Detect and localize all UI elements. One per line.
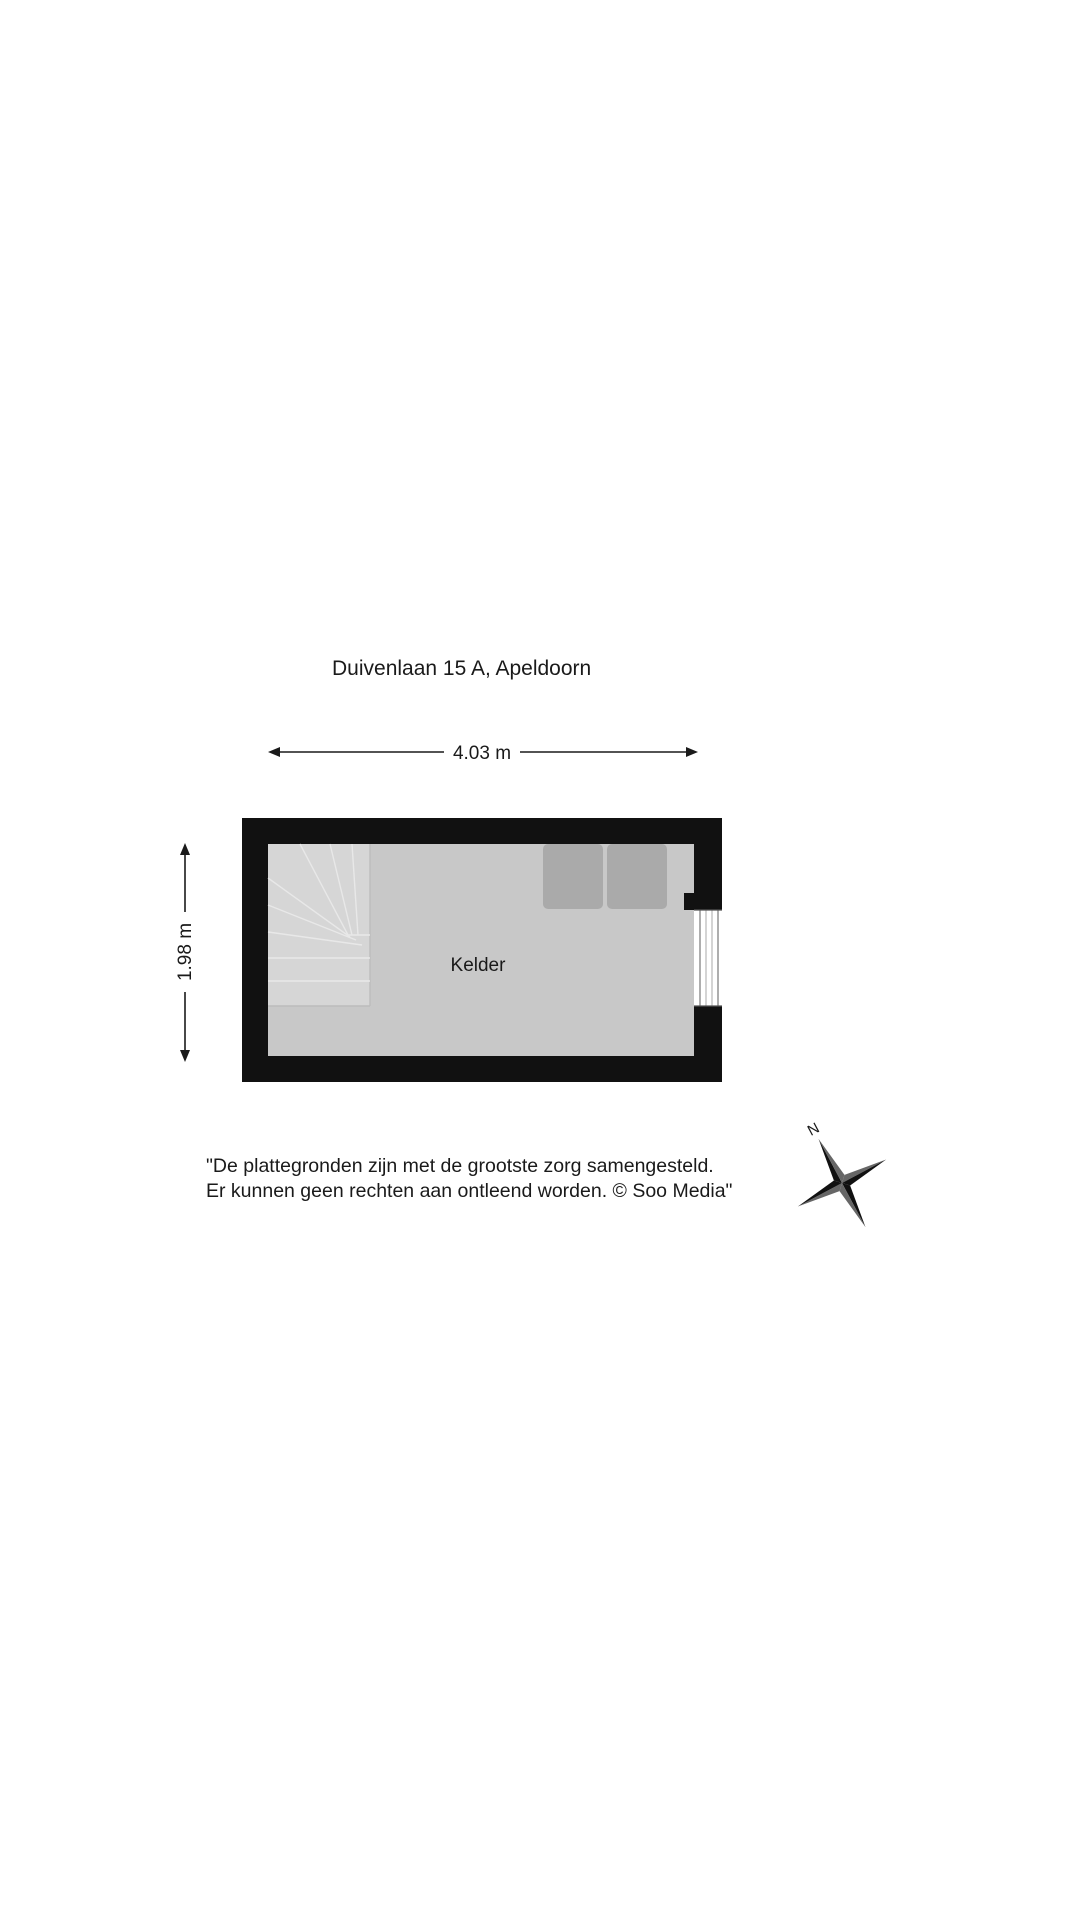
compass-north-label: N [804,1119,823,1140]
disclaimer-line-1: "De plattegronden zijn met de grootste zorg samengesteld. [206,1155,714,1177]
staircase [268,844,370,1006]
disclaimer [206,1154,732,1204]
wall-notch [684,893,694,910]
address-title: Duivenlaan 15 A, Apeldoorn [332,657,592,680]
height-label: 1.98 m [175,922,196,982]
compass-icon [765,1099,909,1251]
appliance-right [607,844,667,909]
arrow-right-icon [686,747,698,757]
arrow-left-icon [268,747,280,757]
arrow-up-icon [180,843,190,855]
width-label: 4.03 m [452,743,512,764]
appliance-left [543,844,603,909]
width-dimension [268,743,698,764]
room-label-kelder: Kelder [450,955,506,976]
disclaimer-line-2: Er kunnen geen rechten aan ontleend worden. © Soo Media" [206,1180,733,1202]
arrow-down-icon [180,1050,190,1062]
window [694,910,722,1006]
height-dimension [175,843,196,1062]
